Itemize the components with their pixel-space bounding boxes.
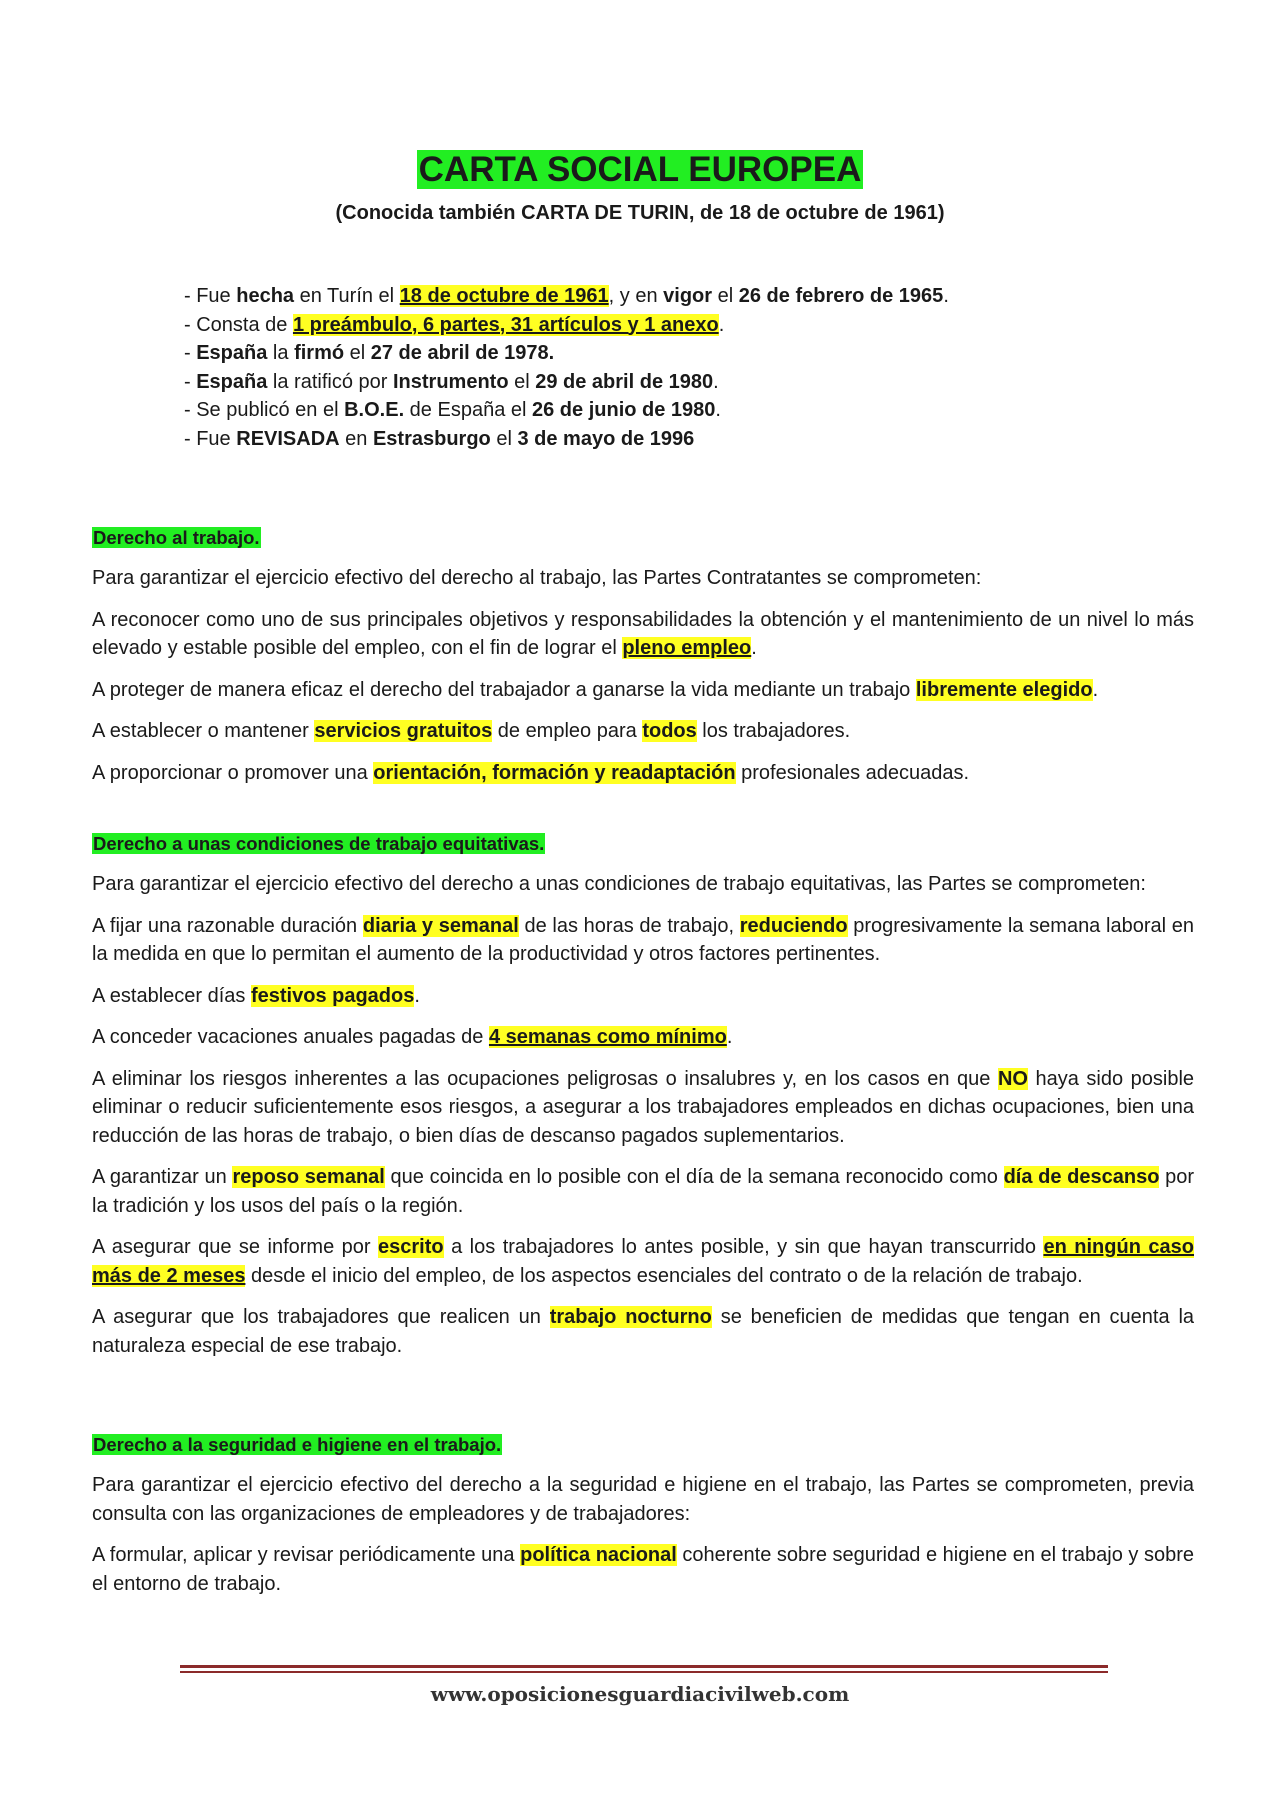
paragraph: A reconocer como uno de sus principales objetivos y responsabilidades la obtención y el mantenimiento de un nivel lo más elevado y estable posible del empleo, con el fin de lograr el pleno empleo. xyxy=(92,608,1194,659)
section-intro: Para garantizar el ejercicio efectivo del derecho a la seguridad e higiene en el trabajo, las Partes se comprometen, previa consulta con las organizaciones de empleadores y de trabajadores: xyxy=(92,1474,1194,1525)
footer-rule-top xyxy=(180,1665,1108,1668)
paragraph: A establecer días festivos pagados. xyxy=(92,984,420,1007)
paragraph: A asegurar que los trabajadores que realicen un trabajo nocturno se beneficien de medidas que tengan en cuenta la naturaleza especial de ese trabajo. xyxy=(92,1306,1195,1357)
title-block xyxy=(0,150,1280,190)
fact-item: - España la ratificó por Instrumento el 29 de abril de 1980. xyxy=(184,370,719,393)
paragraph: A asegurar que se informe por escrito a los trabajadores lo antes posible, y sin que hayan transcurrido en ningún caso más de 2 meses desde el inicio del empleo, de los aspectos esenciales del contrato o de la relación de trabajo. xyxy=(92,1236,1194,1287)
section-condiciones-equitativas xyxy=(92,831,1194,1360)
paragraph: A garantizar un reposo semanal que coincida en lo posible con el día de la semana reconocido como día de descanso por la tradición y los usos del país o la región. xyxy=(92,1166,1195,1217)
section-intro: Para garantizar el ejercicio efectivo del derecho a unas condiciones de trabajo equitativas, las Partes se comprometen: xyxy=(92,873,1146,895)
paragraph: A proteger de manera eficaz el derecho del trabajador a ganarse la vida mediante un trabajo libremente elegido. xyxy=(92,678,1099,701)
section-intro: Para garantizar el ejercicio efectivo del derecho al trabajo, las Partes Contratantes se comprometen: xyxy=(92,567,982,589)
fact-item: - España la firmó el 27 de abril de 1978. xyxy=(184,342,555,364)
paragraph: A establecer o mantener servicios gratuitos de empleo para todos los trabajadores. xyxy=(92,720,851,742)
section-derecho-trabajo xyxy=(92,525,1194,787)
footer-url[interactable]: www.oposicionesguardiacivilweb.com xyxy=(430,1682,850,1706)
paragraph: A formular, aplicar y revisar periódicamente una política nacional coherente sobre seguridad e higiene en el trabajo y sobre el entorno de trabajo. xyxy=(92,1544,1195,1595)
paragraph: A eliminar los riesgos inherentes a las ocupaciones peligrosas o insalubres y, en los casos en que NO haya sido posible eliminar o reducir suficientemente esos riesgos, a asegurar a los trabajadores empleados en dichas ocupaciones, bien una reducción de las horas de trabajo, o bien días de descanso pagados suplementarios. xyxy=(92,1067,1195,1147)
section-heading: Derecho al trabajo. xyxy=(93,527,260,548)
section-heading: Derecho a unas condiciones de trabajo equitativas. xyxy=(93,833,545,854)
paragraph: A proporcionar o promover una orientación, formación y readaptación profesionales adecuadas. xyxy=(92,761,970,784)
fact-item: - Fue REVISADA en Estrasburgo el 3 de mayo de 1996 xyxy=(184,427,695,450)
page-subtitle: (Conocida también CARTA DE TURIN, de 18 de octubre de 1961) xyxy=(335,202,945,224)
page-title: CARTA SOCIAL EUROPEA xyxy=(418,150,862,189)
section-heading: Derecho a la seguridad e higiene en el trabajo. xyxy=(93,1434,502,1455)
paragraph: A conceder vacaciones anuales pagadas de 4 semanas como mínimo. xyxy=(92,1026,733,1048)
fact-item: - Se publicó en el B.O.E. de España el 26 de junio de 1980. xyxy=(184,399,721,421)
fact-item: - Fue hecha en Turín el 18 de octubre de 1961, y en vigor el 26 de febrero de 1965. xyxy=(184,285,949,307)
paragraph: A fijar una razonable duración diaria y semanal de las horas de trabajo, reduciendo progresivamente la semana laboral en la medida en que lo permitan el aumento de la productividad y otros factores pertinentes. xyxy=(92,914,1194,965)
footer-rule-bottom xyxy=(180,1671,1108,1673)
section-seguridad-higiene xyxy=(92,1432,1194,1598)
fact-item: - Consta de 1 preámbulo, 6 partes, 31 artículos y 1 anexo. xyxy=(184,313,725,336)
facts-list xyxy=(184,282,1084,453)
